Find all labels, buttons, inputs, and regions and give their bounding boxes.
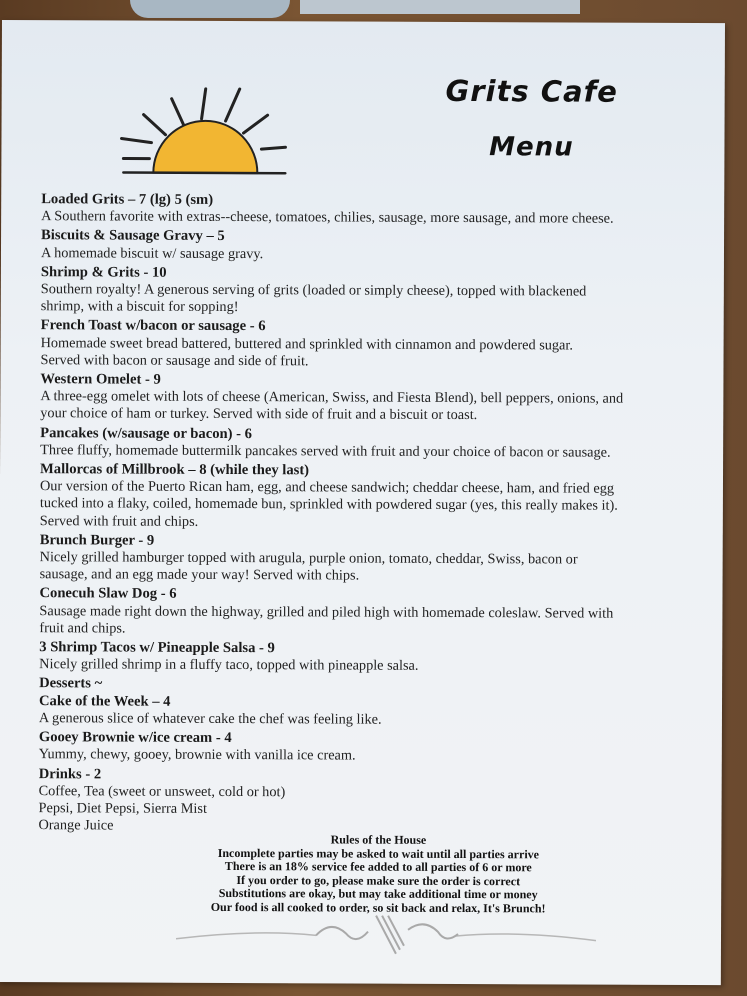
- menu-item-description: shrimp, with a biscuit for sopping!: [40, 298, 239, 316]
- menu-item: [39, 729, 709, 766]
- menu-item-description: sausage, and an egg made your way! Served with chips.: [39, 566, 360, 584]
- house-rules: [148, 833, 608, 917]
- fork-flourish-icon: [176, 909, 596, 961]
- drink-line: Coffee, Tea (sweet or unsweet, cold or hot): [38, 782, 286, 800]
- menu-item-name: Shrimp & Grits - 10: [40, 263, 167, 281]
- menu-item: [40, 318, 710, 373]
- menu-item-description: A three-egg omelet with lots of cheese (American, Swiss, and Fiesta Blend), bell peppers, onions, and: [40, 388, 624, 407]
- dessert-items: [39, 693, 709, 767]
- menu-item-description: tucked into a flaky, coiled, homemade bun, sprinkled with powdered sugar (yes, this really makes it).: [39, 495, 618, 515]
- menu-items: [39, 191, 711, 676]
- menu-item-description: Served with fruit and chips.: [39, 512, 199, 530]
- rules-list: [148, 846, 608, 916]
- menu-item-description: Three fluffy, homemade buttermilk pancakes served with fruit and your choice of bacon or sausage.: [40, 442, 611, 461]
- drink-line: Orange Juice: [38, 817, 114, 834]
- menu-item-name: 3 Shrimp Tacos w/ Pineapple Salsa - 9: [39, 639, 275, 657]
- rule-line: If you order to go, please make sure the order is correct: [236, 872, 521, 889]
- menu-item: [40, 425, 710, 462]
- page-title: Grits Cafe: [445, 73, 618, 109]
- menu-item-description: fruit and chips.: [39, 620, 126, 637]
- menu-sheet: [0, 20, 725, 985]
- menu-item-description: Southern royalty! A generous serving of grits (loaded or simply cheese), topped with blackened: [40, 281, 587, 300]
- menu-item-name: Pancakes (w/sausage or bacon) - 6: [40, 424, 252, 442]
- rule-line: Substitutions are okay, but may take additional time or money: [218, 886, 538, 902]
- menu-item-description: your choice of ham or turkey. Served with side of fruit and a biscuit or toast.: [40, 405, 478, 424]
- menu-item: [39, 586, 709, 641]
- desserts-heading: Desserts ~: [39, 675, 103, 692]
- menu-item-description: A generous slice of whatever cake the chef was feeling like.: [38, 710, 382, 728]
- menu-item-description: A Southern favorite with extras--cheese, tomatoes, chilies, sausage, more sausage, and more cheese.: [41, 208, 614, 227]
- menu-item-description: Yummy, chewy, gooey, brownie with vanilla ice cream.: [38, 746, 356, 764]
- rule-line: Our food is all cooked to order, so sit back and relax, It's Brunch!: [210, 899, 546, 916]
- menu-item-name: Brunch Burger - 9: [39, 532, 155, 549]
- menu-item: [41, 228, 711, 265]
- rule-line: There is an 18% service fee added to all parties of 6 or more: [224, 859, 532, 875]
- menu-item-description: A homemade biscuit w/ sausage gravy.: [40, 244, 264, 262]
- menu-item: [40, 371, 710, 426]
- menu-item: [41, 191, 711, 228]
- rules-title: Rules of the House: [330, 832, 427, 847]
- menu-item-name: Gooey Brownie w/ice cream - 4: [38, 729, 232, 747]
- menu-item: [41, 264, 711, 319]
- drinks-heading: Drinks - 2: [38, 765, 102, 782]
- background-object: [130, 0, 290, 18]
- menu-item-name: Loaded Grits – 7 (lg) 5 (sm): [41, 191, 214, 208]
- menu-item-name: Biscuits & Sausage Gravy – 5: [41, 227, 225, 245]
- rule-line: Incomplete parties may be asked to wait until all parties arrive: [217, 845, 540, 861]
- menu-item-description: Sausage made right down the highway, grilled and piled high with homemade coleslaw. Served with: [39, 602, 614, 622]
- page-subtitle: Menu: [489, 132, 574, 163]
- menu-item-name: Western Omelet - 9: [40, 371, 161, 388]
- sun-logo-icon: [113, 80, 293, 191]
- menu-item-name: French Toast w/bacon or sausage - 6: [40, 317, 266, 335]
- menu-item: [39, 693, 709, 730]
- menu-item-description: Served with bacon or sausage and side of fruit.: [40, 351, 309, 370]
- menu-item-name: Cake of the Week – 4: [38, 692, 171, 710]
- background-object: [300, 0, 580, 14]
- menu-item-name: Mallorcas of Millbrook – 8 (while they last): [40, 461, 310, 479]
- menu-item: [40, 461, 710, 533]
- menu-item-description: Homemade sweet bread battered, buttered and sprinkled with cinnamon and powdered sugar.: [40, 334, 574, 354]
- drinks-list: [38, 783, 708, 838]
- menu-item-name: Conecuh Slaw Dog - 6: [39, 585, 177, 603]
- menu-item-description: Nicely grilled hamburger topped with arugula, purple onion, tomato, cheddar, Swiss, bacon or: [39, 549, 578, 568]
- menu-list: [38, 191, 711, 837]
- menu-item-description: Nicely grilled shrimp in a fluffy taco, topped with pineapple salsa.: [39, 656, 419, 675]
- menu-item: [40, 532, 710, 587]
- menu-item: [39, 639, 709, 676]
- drink-line: Pepsi, Diet Pepsi, Sierra Mist: [38, 800, 207, 817]
- menu-item-description: Our version of the Puerto Rican ham, egg, and cheese sandwich; cheddar cheese, ham, and fried egg: [39, 478, 615, 497]
